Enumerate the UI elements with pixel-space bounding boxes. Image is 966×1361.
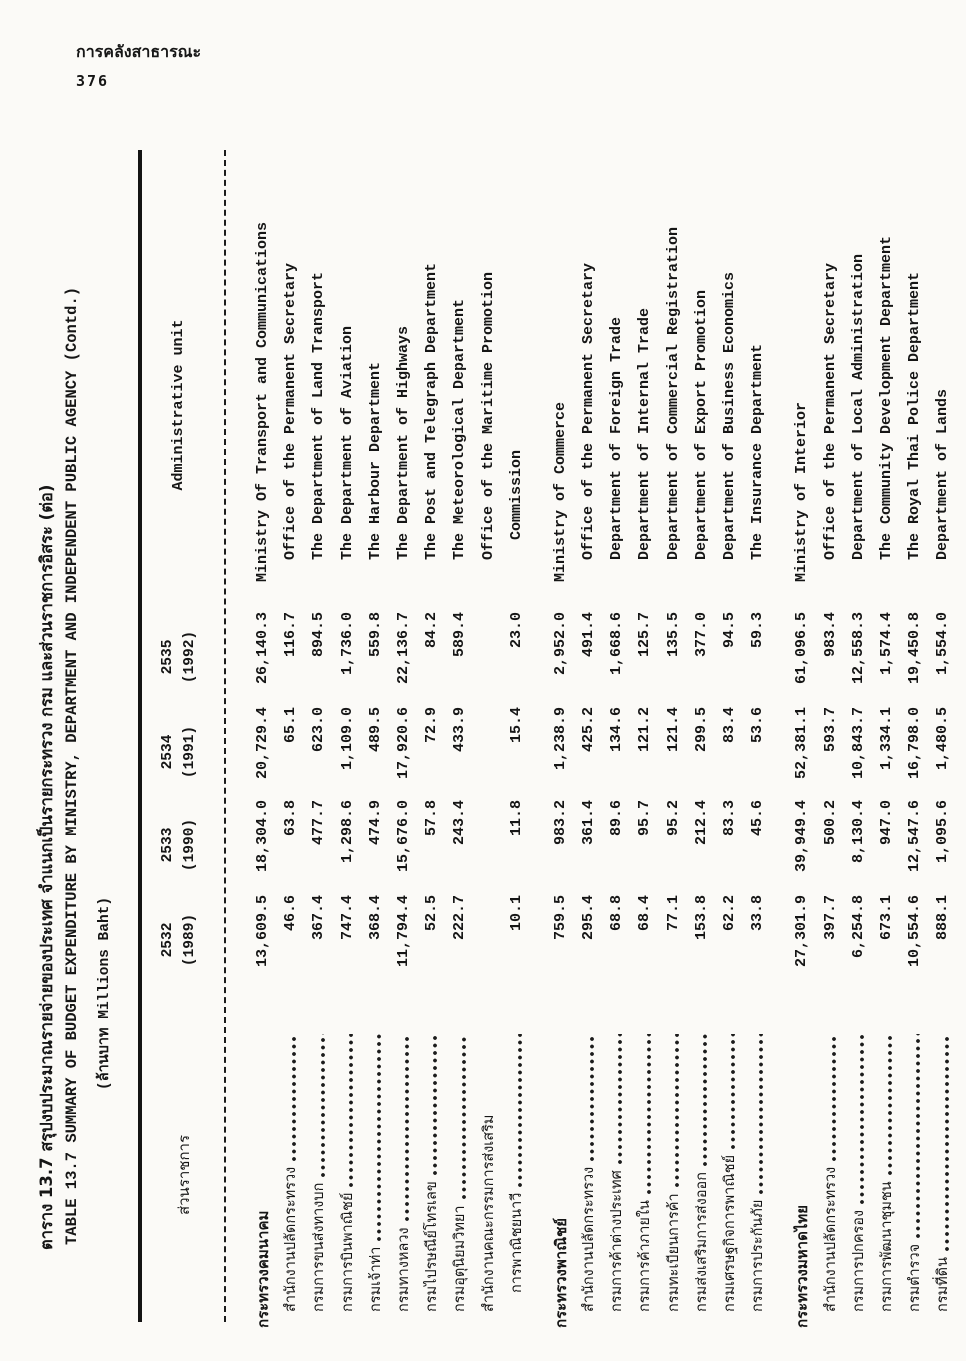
dot-leader xyxy=(376,1034,382,1242)
value-cell: 13,609.5 xyxy=(254,895,271,968)
value-cell: 500.2 xyxy=(821,800,839,846)
value-cell: 12,547.6 xyxy=(906,800,924,873)
table-row xyxy=(305,148,333,1328)
table-row xyxy=(929,148,957,1328)
year-ad: (1992) xyxy=(182,630,198,684)
thai-unit-cell xyxy=(446,1030,474,1328)
table-row xyxy=(716,148,744,1328)
value-cell: 65.1 xyxy=(282,707,300,744)
english-unit-name: Ministry Of Transport and Communications xyxy=(254,221,271,582)
value-cell: 18,304.0 xyxy=(254,800,271,873)
value-cell: 377.0 xyxy=(692,612,710,658)
thai-unit-name: กรมที่ดิน xyxy=(935,1256,952,1312)
thai-unit-name: กระทรวงมหาดไทย xyxy=(793,1204,812,1328)
english-unit-name: The Department of Highways xyxy=(394,325,412,560)
value-cell: 27,301.9 xyxy=(793,895,811,968)
value-cell: 59.3 xyxy=(749,612,767,649)
table-title-thai: ตาราง 13.7 สรุปงบประมาณรายจ่ายของประเทศ จำแนกเป็นรายกระทรวง กรม และส่วนราชการอิสระ (ต่อ) xyxy=(37,484,56,1250)
value-cell: 1,668.6 xyxy=(608,612,626,676)
value-cell: 62.2 xyxy=(721,895,738,932)
value-cell: 361.4 xyxy=(580,800,598,846)
dot-leader xyxy=(944,1034,950,1252)
table-row xyxy=(873,148,901,1328)
thai-unit-cell xyxy=(660,1030,688,1328)
value-cell: 72.9 xyxy=(423,707,441,744)
value-cell: 94.5 xyxy=(721,612,738,649)
value-cell: 83.3 xyxy=(721,800,738,837)
english-unit-name: Ministry of Interior xyxy=(793,401,811,582)
value-cell: 68.4 xyxy=(636,895,654,932)
value-cell: 10,843.7 xyxy=(849,707,867,780)
english-unit-name: Office of the Maritime Promotion xyxy=(479,271,497,560)
value-cell: 673.1 xyxy=(877,895,895,941)
value-cell: 12,558.3 xyxy=(849,612,867,685)
thai-unit-name: กระทรวงคมนาคม xyxy=(254,1210,272,1328)
value-cell: 39,949.4 xyxy=(793,800,811,873)
value-cell: 747.4 xyxy=(338,895,356,941)
thai-unit-name: กรมตำรวจ xyxy=(907,1243,924,1312)
value-cell: 95.7 xyxy=(636,800,654,837)
value-cell: 6,254.8 xyxy=(849,895,867,959)
table-row xyxy=(788,148,816,1328)
table-row xyxy=(362,148,390,1328)
dot-leader xyxy=(674,1034,680,1188)
english-unit-name: Ministry of Commerce xyxy=(551,401,569,582)
value-cell: 559.8 xyxy=(366,612,384,658)
thai-unit-cell xyxy=(475,1030,503,1328)
thai-unit-name: กรมไปรษณีย์โทรเลข xyxy=(424,1181,441,1312)
value-cell: 134.6 xyxy=(608,707,626,753)
english-unit-name: Commission xyxy=(507,449,525,540)
thai-unit-cell xyxy=(277,1030,305,1328)
dot-leader xyxy=(646,1034,652,1195)
table-row xyxy=(547,148,575,1328)
english-unit-name: Department of Business Economics xyxy=(721,271,738,560)
thai-unit-cell xyxy=(603,1030,631,1328)
thai-unit-name: กรมการประกันภัย xyxy=(750,1199,767,1312)
thai-unit-name: สำนักงานปลัดกระทรวง xyxy=(283,1166,300,1312)
english-unit-name: Department of Export Promotion xyxy=(692,289,710,560)
value-cell: 1,574.4 xyxy=(877,612,895,676)
thai-unit-cell xyxy=(873,1030,901,1328)
thai-unit-cell xyxy=(688,1030,716,1328)
thai-unit-name: กรมอุตุนิยมวิทยา xyxy=(452,1205,469,1312)
value-cell: 23.0 xyxy=(507,612,525,649)
thai-unit-cell xyxy=(929,1030,957,1328)
english-unit-name: The Post and Telegraph Department xyxy=(423,262,441,560)
value-cell: 1,554.0 xyxy=(934,612,952,676)
value-cell: 1,298.6 xyxy=(338,800,356,864)
thai-unit-name: กรมเศรษฐกิจการพาณิชย์ xyxy=(722,1154,738,1312)
thai-unit-cell xyxy=(547,1030,575,1328)
thai-unit-cell xyxy=(744,1030,772,1328)
value-cell: 1,736.0 xyxy=(338,612,356,676)
thai-unit-name: สำนักงานคณะกรรมการส่งเสริม xyxy=(480,1114,497,1312)
thai-unit-cell xyxy=(788,1030,816,1328)
value-cell: 95.2 xyxy=(664,800,682,837)
value-cell: 983.2 xyxy=(551,800,569,846)
value-cell: 135.5 xyxy=(664,612,682,658)
year-be: 2534 xyxy=(160,734,176,770)
value-cell: 16,798.0 xyxy=(906,707,924,780)
value-cell: 623.0 xyxy=(310,707,328,753)
year-header xyxy=(157,795,201,895)
english-unit-name: Department of Commercial Registration xyxy=(664,226,682,560)
value-cell: 222.7 xyxy=(451,895,469,941)
value-cell: 10.1 xyxy=(507,895,525,932)
value-cell: 10,554.6 xyxy=(906,895,924,968)
thai-unit-name: กรมการขนส่งทางบก xyxy=(311,1182,328,1312)
table-row xyxy=(603,148,631,1328)
year-be: 2535 xyxy=(160,639,176,675)
value-cell: 11,794.4 xyxy=(394,895,412,968)
value-cell: 212.4 xyxy=(692,800,710,846)
publication-title: การคลังสาธารณะ xyxy=(76,42,202,61)
value-cell: 983.4 xyxy=(821,612,839,658)
year-header xyxy=(157,607,201,707)
english-unit-name: Department of Foreign Trade xyxy=(608,316,626,560)
english-unit-name: The Department of Aviation xyxy=(338,325,356,560)
value-cell: 888.1 xyxy=(934,895,952,941)
thai-unit-cell xyxy=(305,1030,333,1328)
dot-leader xyxy=(404,1034,410,1222)
value-cell: 19,450.8 xyxy=(906,612,924,685)
dot-leader xyxy=(730,1034,736,1150)
value-cell: 299.5 xyxy=(692,707,710,753)
value-cell: 121.2 xyxy=(636,707,654,753)
value-cell: 368.4 xyxy=(366,895,384,941)
thai-unit-name: กระทรวงพาณิชย์ xyxy=(551,1217,570,1328)
dot-leader xyxy=(432,1034,438,1176)
table-row xyxy=(660,148,688,1328)
value-cell: 894.5 xyxy=(310,612,328,658)
table-row xyxy=(418,148,446,1328)
value-cell: 125.7 xyxy=(636,612,654,658)
year-be: 2532 xyxy=(160,922,176,958)
english-unit-name: Department of Internal Trade xyxy=(636,307,654,560)
value-cell: 397.7 xyxy=(821,895,839,941)
thai-unit-name: การพาณิชยนาวี xyxy=(508,1192,525,1293)
table-row xyxy=(845,148,873,1328)
value-cell: 8,130.4 xyxy=(849,800,867,864)
value-cell: 433.9 xyxy=(451,707,469,753)
column-header-thai-unit: ส่วนราชการ xyxy=(175,1134,193,1216)
table-row xyxy=(277,148,305,1328)
value-cell: 425.2 xyxy=(580,707,598,753)
thai-unit-cell xyxy=(901,1030,929,1328)
thai-unit-name: กรมทางหลวง xyxy=(395,1227,412,1312)
value-cell: 1,334.1 xyxy=(877,707,895,771)
dot-leader xyxy=(758,1034,764,1195)
table-top-rule xyxy=(138,150,142,1322)
thai-unit-name: สำนักงานปลัดกระทรวง xyxy=(822,1166,839,1312)
value-cell: 1,109.0 xyxy=(338,707,356,771)
value-cell: 121.4 xyxy=(664,707,682,753)
value-cell: 2,952.0 xyxy=(551,612,569,676)
english-unit-name: The Meteorological Department xyxy=(451,298,469,560)
value-cell: 593.7 xyxy=(821,707,839,753)
table-row xyxy=(390,148,418,1328)
value-cell: 15,676.0 xyxy=(394,800,412,873)
table-unit-note: (ล้านบาท Millions Baht) xyxy=(97,896,113,1090)
english-unit-name: The Harbour Department xyxy=(366,361,384,560)
dot-leader xyxy=(915,1034,921,1239)
table-row xyxy=(631,148,659,1328)
table-row xyxy=(249,148,277,1328)
value-cell: 46.6 xyxy=(282,895,300,932)
value-cell: 77.1 xyxy=(664,895,682,932)
value-cell xyxy=(475,895,503,1030)
value-cell: 1,480.5 xyxy=(934,707,952,771)
table-row xyxy=(475,148,503,1328)
value-cell: 116.7 xyxy=(282,612,300,658)
table-row xyxy=(688,148,716,1328)
year-header xyxy=(157,890,201,990)
value-cell: 57.8 xyxy=(423,800,441,837)
year-ad: (1991) xyxy=(182,725,198,779)
table-header-rule xyxy=(224,150,226,1322)
value-cell: 33.8 xyxy=(749,895,767,932)
value-cell: 61,096.5 xyxy=(793,612,811,685)
english-unit-name: Department of Lands xyxy=(934,388,952,560)
value-cell: 295.4 xyxy=(580,895,598,941)
dot-leader xyxy=(617,1034,623,1165)
value-cell xyxy=(475,707,503,800)
thai-unit-cell xyxy=(631,1030,659,1328)
table-row xyxy=(901,148,929,1328)
value-cell: 153.8 xyxy=(692,895,710,941)
value-cell: 83.4 xyxy=(721,707,738,744)
value-cell: 243.4 xyxy=(451,800,469,846)
dot-leader xyxy=(702,1034,708,1167)
value-cell: 1,095.6 xyxy=(934,800,952,864)
thai-unit-cell xyxy=(503,1030,531,1328)
value-cell: 20,729.4 xyxy=(254,707,271,780)
dot-leader xyxy=(348,1034,354,1188)
value-cell: 759.5 xyxy=(551,895,569,941)
year-ad: (1989) xyxy=(182,913,198,967)
column-header-english-unit: Administrative unit xyxy=(170,319,187,491)
thai-unit-name: สำนักงานปลัดกระทรวง xyxy=(581,1166,598,1312)
thai-unit-name: กรมการค้าภายใน xyxy=(637,1200,654,1312)
value-cell xyxy=(475,800,503,895)
thai-unit-name: กรมทะเบียนการค้า xyxy=(665,1193,682,1312)
dot-leader xyxy=(291,1034,297,1162)
thai-unit-cell xyxy=(845,1030,873,1328)
english-unit-name: Department of Local Administration xyxy=(849,253,867,560)
value-cell: 45.6 xyxy=(749,800,767,837)
dot-leader xyxy=(517,1034,523,1188)
thai-unit-name: กรมการปกครอง xyxy=(850,1209,867,1312)
thai-unit-cell xyxy=(575,1030,603,1328)
thai-unit-name: กรมส่งเสริมการส่งออก xyxy=(693,1171,710,1312)
value-cell xyxy=(475,612,503,707)
value-cell: 589.4 xyxy=(451,612,469,658)
table-row xyxy=(817,148,845,1328)
page-number: 376 xyxy=(76,72,110,90)
value-cell: 474.9 xyxy=(366,800,384,846)
table-row xyxy=(575,148,603,1328)
value-cell: 68.8 xyxy=(608,895,626,932)
english-unit-name: Office of the Permanent Secretary xyxy=(282,262,300,560)
thai-unit-cell xyxy=(362,1030,390,1328)
value-cell: 89.6 xyxy=(608,800,626,837)
thai-unit-name: กรมการบินพาณิชย์ xyxy=(339,1192,356,1312)
thai-unit-name: กรมการพัฒนาชุมชน xyxy=(878,1181,895,1312)
dot-leader xyxy=(589,1034,595,1162)
value-cell: 1,238.9 xyxy=(551,707,569,771)
english-unit-name: The Royal Thai Police Department xyxy=(906,271,924,560)
english-unit-name: Office of the Permanent Secretary xyxy=(821,262,839,560)
thai-unit-cell xyxy=(334,1030,362,1328)
table-title-english: TABLE 13.7 SUMMARY OF BUDGET EXPENDITURE BY MINISTRY, DEPARTMENT AND INDEPENDENT PUBLIC AGENCY (Contd.) xyxy=(63,286,81,1245)
value-cell: 11.8 xyxy=(507,800,525,837)
dot-leader xyxy=(887,1034,893,1176)
thai-unit-cell xyxy=(716,1030,744,1328)
year-header xyxy=(157,702,201,802)
value-cell: 53.6 xyxy=(749,707,767,744)
dot-leader xyxy=(320,1034,326,1178)
thai-unit-name: กรมเจ้าท่า xyxy=(367,1246,384,1312)
english-unit-name: The Department of Land Transport xyxy=(310,271,328,560)
value-cell: 947.0 xyxy=(877,800,895,846)
table-row xyxy=(446,148,474,1328)
value-cell: 367.4 xyxy=(310,895,328,941)
english-unit-name: The Community Development Department xyxy=(877,235,895,560)
english-unit-name: Office of the Permanent Secretary xyxy=(580,262,598,560)
year-ad: (1990) xyxy=(182,818,198,872)
value-cell: 491.4 xyxy=(580,612,598,658)
value-cell: 15.4 xyxy=(507,707,525,744)
value-cell: 63.8 xyxy=(282,800,300,837)
value-cell: 489.5 xyxy=(366,707,384,753)
dot-leader xyxy=(831,1034,837,1162)
thai-unit-cell xyxy=(249,1030,277,1328)
dot-leader xyxy=(461,1034,467,1200)
table-body xyxy=(249,148,958,1328)
value-cell: 84.2 xyxy=(423,612,441,649)
thai-unit-name: กรมการค้าต่างประเทศ xyxy=(609,1170,626,1312)
english-unit-name: The Insurance Department xyxy=(749,343,767,560)
value-cell: 52.5 xyxy=(423,895,441,932)
dot-leader xyxy=(859,1034,865,1205)
value-cell: 17,920.6 xyxy=(394,707,412,780)
thai-unit-cell xyxy=(390,1030,418,1328)
value-cell: 26,140.3 xyxy=(254,612,271,685)
thai-unit-cell xyxy=(817,1030,845,1328)
table-row xyxy=(334,148,362,1328)
value-cell: 22,136.7 xyxy=(394,612,412,685)
value-cell: 477.7 xyxy=(310,800,328,846)
table-row xyxy=(744,148,772,1328)
value-cell: 52,381.1 xyxy=(793,707,811,780)
table-row xyxy=(503,148,531,1328)
year-be: 2533 xyxy=(160,827,176,863)
thai-unit-cell xyxy=(418,1030,446,1328)
